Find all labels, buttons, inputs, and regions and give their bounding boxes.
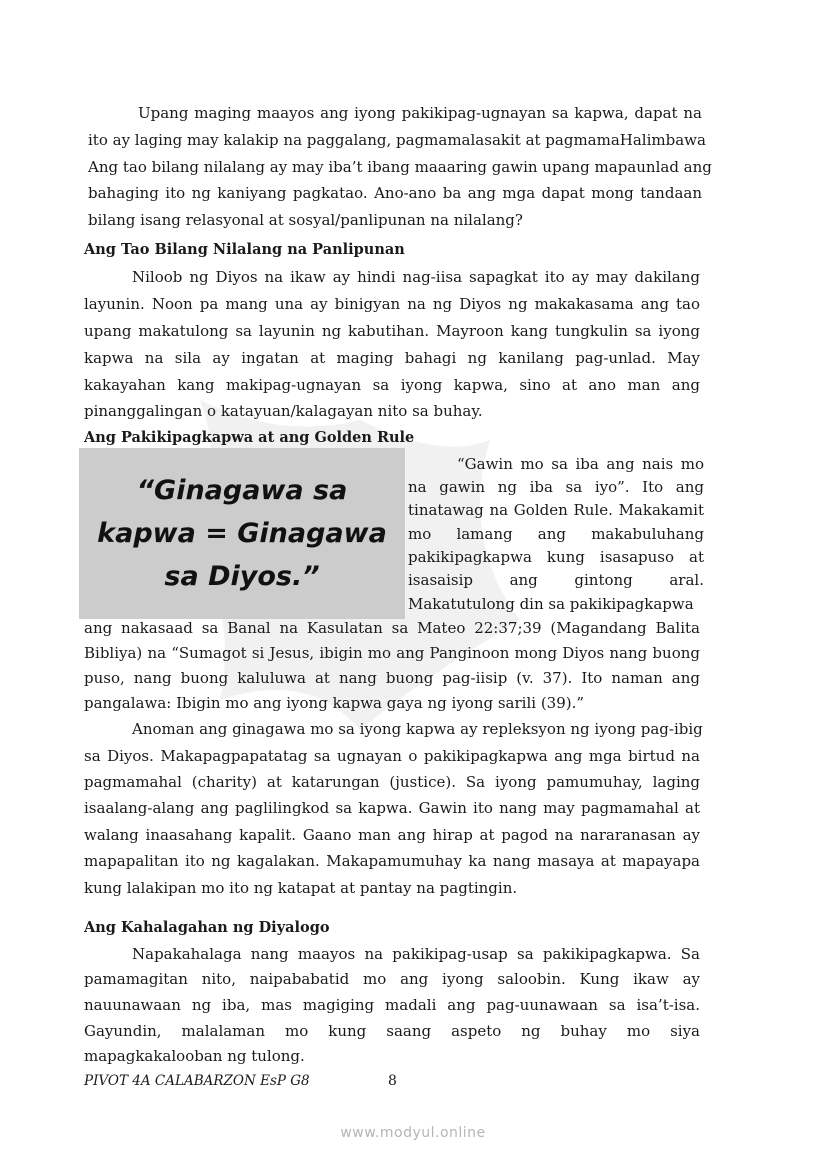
text-line: isasaisip ang gintong aral. (408, 571, 704, 589)
text-line: Bibliya) na “Sumagot si Jesus, ibigin mo ang Panginoon mong Diyos nang buong (84, 644, 700, 662)
text-line: “Gawin mo sa iba ang nais mo (457, 455, 704, 473)
text-line: Ang tao bilang nilalang ay may iba’t ibang maaaring gawin upang mapaunlad ang (88, 158, 712, 176)
text-line: kakayahan kang makipag-ugnayan sa iyong kapwa, sino at ano man ang (84, 376, 700, 394)
quote-line: kapwa = Ginagawa (97, 518, 387, 549)
text-line: upang makatulong sa layunin ng kabutihan. Mayroon kang tungkulin sa iyong (84, 322, 700, 340)
quote-line: sa Diyos.” (164, 561, 320, 592)
text-line: pamamagitan nito, naipababatid mo ang iyong saloobin. Kung ikaw ay (84, 970, 700, 988)
text-line: Makatutulong din sa pakikipagkapwa (408, 595, 694, 613)
quote-line: “Ginagawa sa (136, 475, 348, 506)
text-line: Niloob ng Diyos na ikaw ay hindi nag-iisa sapagkat ito ay may dakilang (132, 268, 700, 286)
text-line: Upang maging maayos ang iyong pakikipag-ugnayan sa kapwa, dapat na (138, 104, 702, 122)
text-line: Anoman ang ginagawa mo sa iyong kapwa ay repleksyon ng iyong pag-ibig (132, 720, 703, 738)
footer-label: PIVOT 4A CALABARZON EsP G8 (84, 1073, 310, 1089)
text-line: ito ay laging may kalakip na paggalang, pagmamalasakit at pagmamaHalimbawa (88, 131, 706, 149)
text-line: sa Diyos. Makapagpapatatag sa ugnayan o pakikipagkapwa ang mga birtud na (84, 747, 700, 765)
text-line: isaalang-alang ang paglilingkod sa kapwa. Gawin ito nang may pagmamahal at (84, 799, 700, 817)
text-line: Napakahalaga nang maayos na pakikipag-usap sa pakikipagkapwa. Sa (132, 945, 700, 963)
text-line: mapagkakalooban ng tulong. (84, 1047, 305, 1065)
text-line: bahaging ito ng kaniyang pagkatao. Ano-ano ba ang mga dapat mong tandaan (88, 184, 702, 202)
section-heading: Ang Tao Bilang Nilalang na Panlipunan (84, 241, 405, 258)
text-line: pagmamahal (charity) at katarungan (justice). Sa iyong pamumuhay, laging (84, 773, 700, 791)
section-heading: Ang Pakikipagkapwa at ang Golden Rule (84, 429, 415, 446)
quote-text (97, 469, 387, 598)
quote-box (79, 448, 405, 619)
text-line: nauunawaan ng iba, mas magiging madali ang pag-uunawaan sa isa’t-isa. (84, 996, 700, 1014)
text-line: mo lamang ang makabuluhang (408, 525, 704, 543)
text-line: layunin. Noon pa mang una ay binigyan na ng Diyos ng makakasama ang tao (84, 295, 700, 313)
text-line: Gayundin, malalaman mo kung saang aspeto ng buhay mo siya (84, 1022, 700, 1040)
text-line: tinatawag na Golden Rule. Makakamit (408, 501, 704, 519)
text-line: kapwa na sila ay ingatan at maging bahagi ng kanilang pag-unlad. May (84, 349, 700, 367)
text-line: kung lalakipan mo ito ng katapat at pantay na pagtingin. (84, 879, 518, 897)
text-line: walang inaasahang kapalit. Gaano man ang hirap at pagod na nararanasan ay (84, 826, 700, 844)
text-line: pinanggalingan o katayuan/kalagayan nito sa buhay. (84, 402, 483, 420)
text-line: pakikipagkapwa kung isasapuso at (408, 548, 704, 566)
text-line: puso, nang buong kaluluwa at nang buong pag-iisip (v. 37). Ito naman ang (84, 669, 700, 687)
section-heading: Ang Kahalagahan ng Diyalogo (84, 919, 330, 936)
watermark-url: www.modyul.online (340, 1125, 486, 1141)
text-line: bilang isang relasyonal at sosyal/panlipunan na nilalang? (88, 211, 523, 229)
text-line: mapapalitan ito ng kagalakan. Makapamumuhay ka nang masaya at mapayapa (84, 852, 700, 870)
text-line: ang nakasaad sa Banal na Kasulatan sa Mateo 22:37;39 (Magandang Balita (84, 619, 700, 637)
page-number: 8 (388, 1073, 397, 1089)
text-line: na gawin ng iba sa iyo”. Ito ang (408, 478, 704, 496)
text-line: pangalawa: Ibigin mo ang iyong kapwa gaya ng iyong sarili (39).” (84, 694, 585, 712)
